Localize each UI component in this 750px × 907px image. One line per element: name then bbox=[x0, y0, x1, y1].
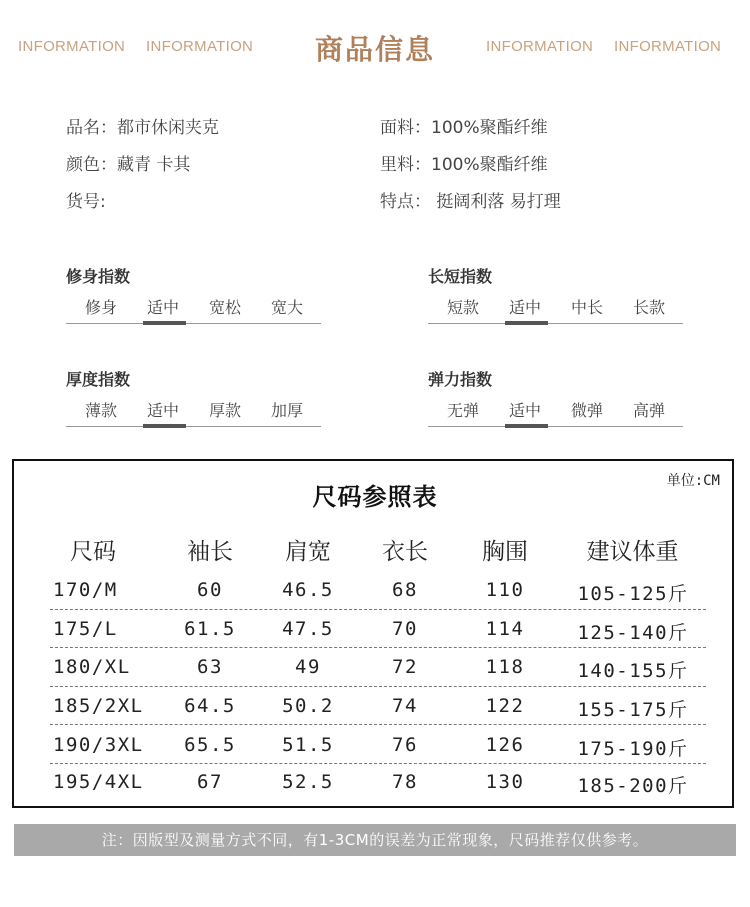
table-cell: 114 bbox=[485, 618, 525, 640]
length-index-title: 长短指数 bbox=[428, 267, 493, 286]
product-name: 品名：都市休闲夹克 bbox=[66, 118, 219, 138]
table-cell: 52.5 bbox=[282, 771, 334, 793]
col-header-shoulder: 肩宽 bbox=[285, 539, 331, 565]
thickness-option: 厚款 bbox=[208, 401, 241, 420]
elasticity-option: 高弹 bbox=[632, 401, 665, 420]
fit-option: 修身 bbox=[84, 298, 117, 317]
row-divider bbox=[50, 647, 706, 648]
table-cell: 51.5 bbox=[282, 734, 334, 756]
length-option-selected: 适中 bbox=[508, 298, 541, 317]
table-cell: 175-190斤 bbox=[577, 738, 689, 760]
product-item-no: 货号: bbox=[66, 192, 106, 212]
table-cell: 105-125斤 bbox=[577, 583, 689, 605]
disclaimer-note: 注：因版型及测量方式不同，有1-3CM的误差为正常现象，尺码推荐仅供参考。 bbox=[14, 824, 736, 856]
index-scale-line bbox=[66, 426, 321, 427]
table-cell: 118 bbox=[485, 656, 525, 678]
header-info-text: INFORMATION bbox=[486, 38, 594, 55]
table-cell: 65.5 bbox=[184, 734, 236, 756]
table-cell: 68 bbox=[392, 579, 418, 601]
size-chart-title: 尺码参照表 bbox=[312, 483, 438, 511]
elasticity-option: 无弹 bbox=[446, 401, 479, 420]
fit-option: 宽大 bbox=[270, 298, 303, 317]
col-header-weight: 建议体重 bbox=[586, 539, 679, 565]
table-cell-size: 195/4XL bbox=[53, 771, 144, 793]
header-info-text: INFORMATION bbox=[614, 38, 722, 55]
table-cell: 63 bbox=[197, 656, 223, 678]
fit-option-selected: 适中 bbox=[146, 298, 179, 317]
table-cell: 61.5 bbox=[184, 618, 236, 640]
row-divider bbox=[50, 686, 706, 687]
page-title: 商品信息 bbox=[314, 33, 435, 66]
table-cell-size: 185/2XL bbox=[53, 695, 144, 717]
fit-index-title: 修身指数 bbox=[66, 267, 131, 286]
elasticity-index-title: 弹力指数 bbox=[428, 370, 493, 389]
table-cell: 110 bbox=[485, 579, 525, 601]
length-option: 中长 bbox=[570, 298, 603, 317]
table-cell: 185-200斤 bbox=[577, 775, 689, 797]
product-lining: 里料：100%聚酯纤维 bbox=[380, 155, 548, 175]
table-cell-size: 190/3XL bbox=[53, 734, 144, 756]
product-color: 颜色：藏青 卡其 bbox=[66, 155, 191, 175]
table-cell: 74 bbox=[392, 695, 418, 717]
thickness-option-selected: 适中 bbox=[146, 401, 179, 420]
col-header-length: 衣长 bbox=[382, 539, 428, 565]
table-cell: 126 bbox=[485, 734, 525, 756]
table-cell-size: 170/M bbox=[53, 579, 118, 601]
table-cell-size: 180/XL bbox=[53, 656, 131, 678]
size-chart-unit: 单位:CM bbox=[666, 473, 720, 489]
table-cell: 50.2 bbox=[282, 695, 334, 717]
table-cell-size: 175/L bbox=[53, 618, 118, 640]
table-cell: 64.5 bbox=[184, 695, 236, 717]
table-cell: 72 bbox=[392, 656, 418, 678]
thickness-index-title: 厚度指数 bbox=[66, 370, 131, 389]
header-info-text: INFORMATION bbox=[18, 38, 126, 55]
product-features: 特点： 挺阔利落 易打理 bbox=[380, 192, 561, 212]
index-scale-line bbox=[428, 323, 683, 324]
thickness-option: 薄款 bbox=[84, 401, 117, 420]
index-selected-marker bbox=[505, 321, 548, 325]
row-divider bbox=[50, 609, 706, 610]
table-cell: 155-175斤 bbox=[577, 699, 689, 721]
elasticity-option: 微弹 bbox=[570, 401, 603, 420]
table-cell: 76 bbox=[392, 734, 418, 756]
table-cell: 125-140斤 bbox=[577, 622, 689, 644]
col-header-chest: 胸围 bbox=[482, 539, 528, 565]
index-selected-marker bbox=[143, 321, 186, 325]
thickness-option: 加厚 bbox=[270, 401, 303, 420]
table-cell: 122 bbox=[485, 695, 525, 717]
table-cell: 47.5 bbox=[282, 618, 334, 640]
table-cell: 46.5 bbox=[282, 579, 334, 601]
table-cell: 70 bbox=[392, 618, 418, 640]
table-cell: 67 bbox=[197, 771, 223, 793]
table-cell: 78 bbox=[392, 771, 418, 793]
row-divider bbox=[50, 724, 706, 725]
index-selected-marker bbox=[505, 424, 548, 428]
fit-option: 宽松 bbox=[208, 298, 241, 317]
row-divider bbox=[50, 763, 706, 764]
length-option: 短款 bbox=[446, 298, 479, 317]
table-cell: 130 bbox=[485, 771, 525, 793]
index-scale-line bbox=[66, 323, 321, 324]
index-scale-line bbox=[428, 426, 683, 427]
header-info-text: INFORMATION bbox=[146, 38, 254, 55]
col-header-sleeve: 袖长 bbox=[187, 539, 233, 565]
col-header-size: 尺码 bbox=[70, 539, 116, 565]
length-option: 长款 bbox=[632, 298, 665, 317]
index-selected-marker bbox=[143, 424, 186, 428]
table-cell: 140-155斤 bbox=[577, 660, 689, 682]
product-fabric: 面料：100%聚酯纤维 bbox=[380, 118, 548, 138]
elasticity-option-selected: 适中 bbox=[508, 401, 541, 420]
table-cell: 49 bbox=[295, 656, 321, 678]
table-cell: 60 bbox=[197, 579, 223, 601]
